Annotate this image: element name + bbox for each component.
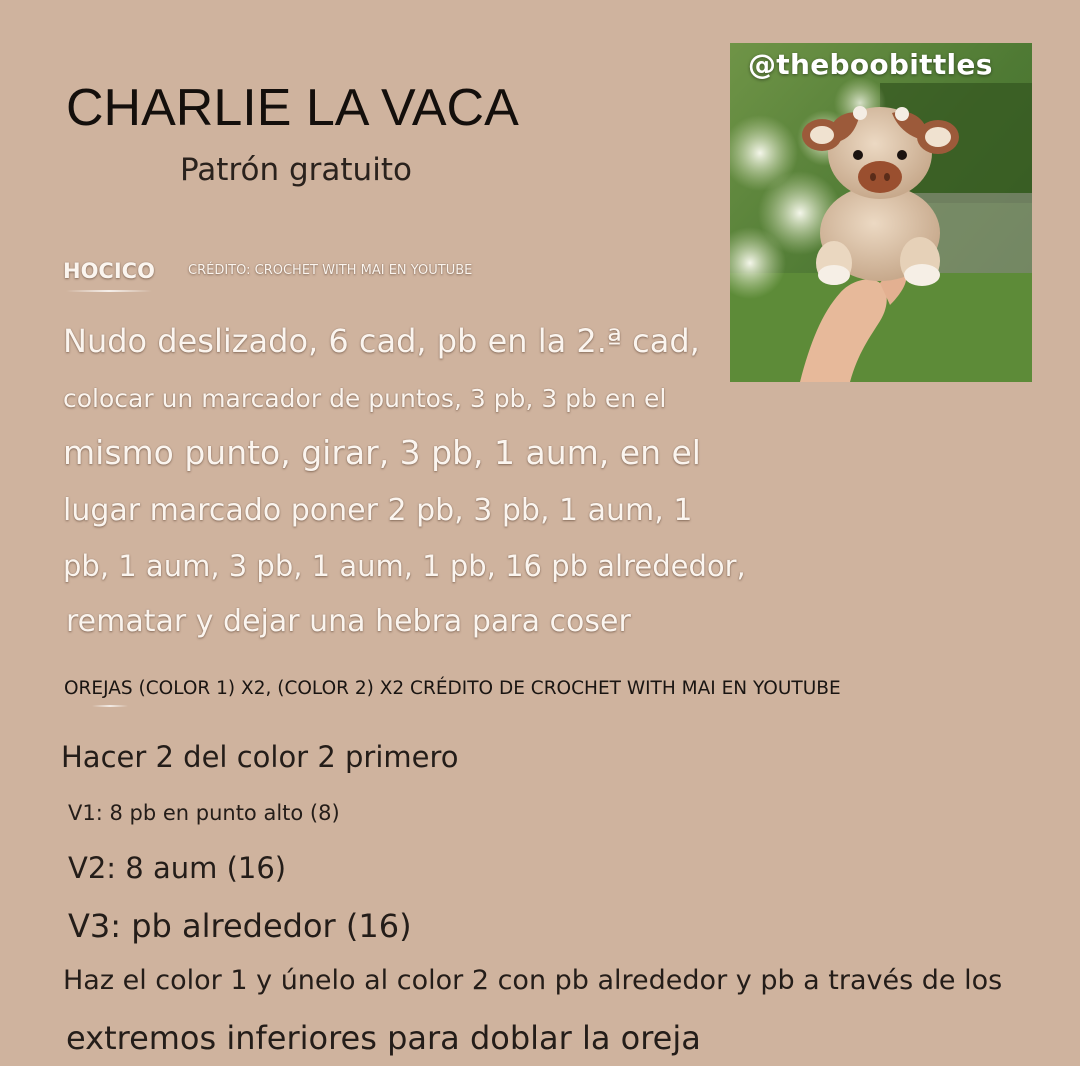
page-title: CHARLIE LA VACA	[66, 79, 519, 137]
photo-handle-watermark: @theboobittles	[748, 48, 993, 81]
hocico-underline	[66, 290, 152, 292]
orejas-heading: OREJAS (COLOR 1) X2, (COLOR 2) X2 CRÉDITO DE CROCHET WITH MAI EN YOUTUBE	[64, 678, 841, 699]
photo-illustration	[730, 43, 1032, 382]
orejas-line: V1: 8 pb en punto alto (8)	[68, 801, 340, 825]
hocico-line: rematar y dejar una hebra para coser	[66, 604, 631, 639]
hocico-line: colocar un marcador de puntos, 3 pb, 3 pb en el	[63, 384, 667, 413]
hocico-line: Nudo deslizado, 6 cad, pb en la 2.ª cad,	[63, 322, 700, 360]
hocico-heading: HOCICO	[63, 259, 155, 283]
hocico-line: mismo punto, girar, 3 pb, 1 aum, en el	[63, 433, 701, 472]
orejas-line: Hacer 2 del color 2 primero	[61, 740, 459, 774]
page-subtitle: Patrón gratuito	[180, 152, 412, 188]
hocico-credit: CRÉDITO: CROCHET WITH MAI EN YOUTUBE	[188, 263, 473, 278]
orejas-line: Haz el color 1 y únelo al color 2 con pb alrededor y pb a través de los	[63, 965, 1003, 996]
orejas-underline	[92, 705, 128, 707]
orejas-line: V2: 8 aum (16)	[68, 851, 287, 885]
cow-amigurumi-photo	[730, 43, 1032, 382]
orejas-line: V3: pb alrededor (16)	[68, 907, 412, 945]
orejas-line: extremos inferiores para doblar la oreja	[66, 1019, 701, 1057]
hocico-line: lugar marcado poner 2 pb, 3 pb, 1 aum, 1	[63, 493, 693, 528]
hocico-line: pb, 1 aum, 3 pb, 1 aum, 1 pb, 16 pb alrededor,	[63, 549, 746, 583]
